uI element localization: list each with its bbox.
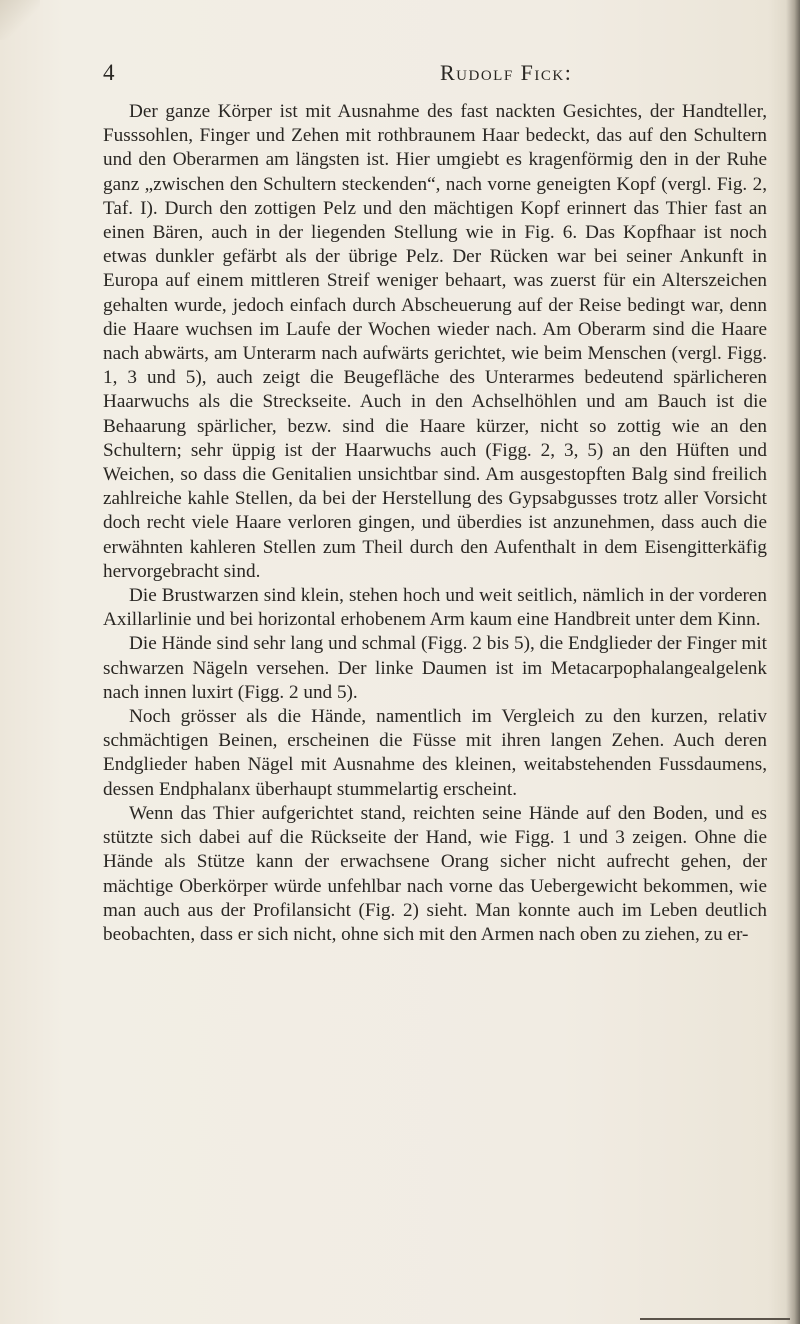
paragraph-fur: Der ganze Körper ist mit Ausnahme des fast nackten Gesichtes, der Handteller, Fusssohlen, Finger und Zehen mit rothbraunem Haar bedeckt, das auf den Schultern und den Oberarmen am längsten ist. Hier umgiebt es kragenförmig den in der Ruhe ganz „zwischen den Schultern steckenden“, nach vorne geneigten Kopf (vergl. Fig. 2, Taf. I). Durch den zottigen Pelz und den mächtigen Kopf erinnert das Thier fast an einen Bären, auch in der liegenden Stellung wie in Fig. 6. Das Kopfhaar ist noch etwas dunkler gefärbt als der übrige Pelz. Der Rücken war bei seiner Ankunft in Europa auf einem mittleren Streif weniger behaart, was zuerst für ein Alterszeichen gehalten wurde, jedoch einfach durch Abscheuerung auf der Reise bedingt war, denn die Haare wuchsen im Laufe der Wochen wieder nach. Am Oberarm sind die Haare nach abwärts, am Unterarm nach aufwärts gerichtet, wie beim Menschen (vergl. Figg. 1, 3 und 5), auch zeigt die Beugefläche des Unterarmes bedeutend spärlicheren Haarwuchs als die Streckseite. Auch in den Achselhöhlen und am Bauch ist die Behaarung spärlicher, bezw. sind die Haare kürzer, nicht so zottig wie an den Schultern; sehr üppig ist der Haarwuchs auch (Figg. 2, 3, 5) an den Hüften und Weichen, so dass die Genitalien unsichtbar sind. Am ausgestopften Balg sind freilich zahlreiche kahle Stellen, da bei der Herstellung des Gypsabgusses trotz aller Vorsicht doch recht viele Haare verloren gingen, und überdies ist anzunehmen, dass auch die erwähnten kahleren Stellen zum Theil durch den Aufenthalt in dem Eisengitterkäfig hervorgebracht sind. [103,101,767,582]
paragraph-nipples: Die Brustwarzen sind klein, stehen hoch und weit seitlich, nämlich in der vorderen Axillarlinie und bei horizontal erhobenem Arm kaum eine Handbreit unter dem Kinn. [103,585,767,631]
body-text [103,100,767,947]
bottom-rule [640,1318,790,1320]
page-number: 4 [103,60,115,85]
paragraph-feet: Noch grösser als die Hände, namentlich im Vergleich zu den kurzen, relativ schmächtigen Beinen, erscheinen die Füsse mit ihren langen Zehen. Auch deren Endglieder haben Nägel mit Ausnahme des kleinen, weitabstehenden Fussdaumens, dessen Endphalanx überhaupt stummelartig erscheint. [103,706,767,800]
page-header [0,60,800,90]
page-corner-shading [0,0,40,40]
paragraph-hands: Die Hände sind sehr lang und schmal (Figg. 2 bis 5), die Endglieder der Finger mit schwarzen Nägeln versehen. Der linke Daumen ist im Metacarpophalangealgelenk nach innen luxirt (Figg. 2 und 5). [103,633,767,703]
page-edge-shadow [786,0,800,1324]
running-head: Rudolf Fick: [440,60,573,85]
paragraph-posture: Wenn das Thier aufgerichtet stand, reichten seine Hände auf den Boden, und es stützte sich dabei auf die Rückseite der Hand, wie Figg. 1 und 3 zeigen. Ohne die Hände als Stütze kann der erwachsene Orang sicher nicht aufrecht gehen, der mächtige Oberkörper würde unfehlbar nach vorne das Uebergewicht bekommen, wie man auch aus der Profilansicht (Fig. 2) sieht. Man konnte auch im Leben deutlich beobachten, dass er sich nicht, ohne sich mit den Armen nach oben zu ziehen, zu er- [103,802,767,945]
